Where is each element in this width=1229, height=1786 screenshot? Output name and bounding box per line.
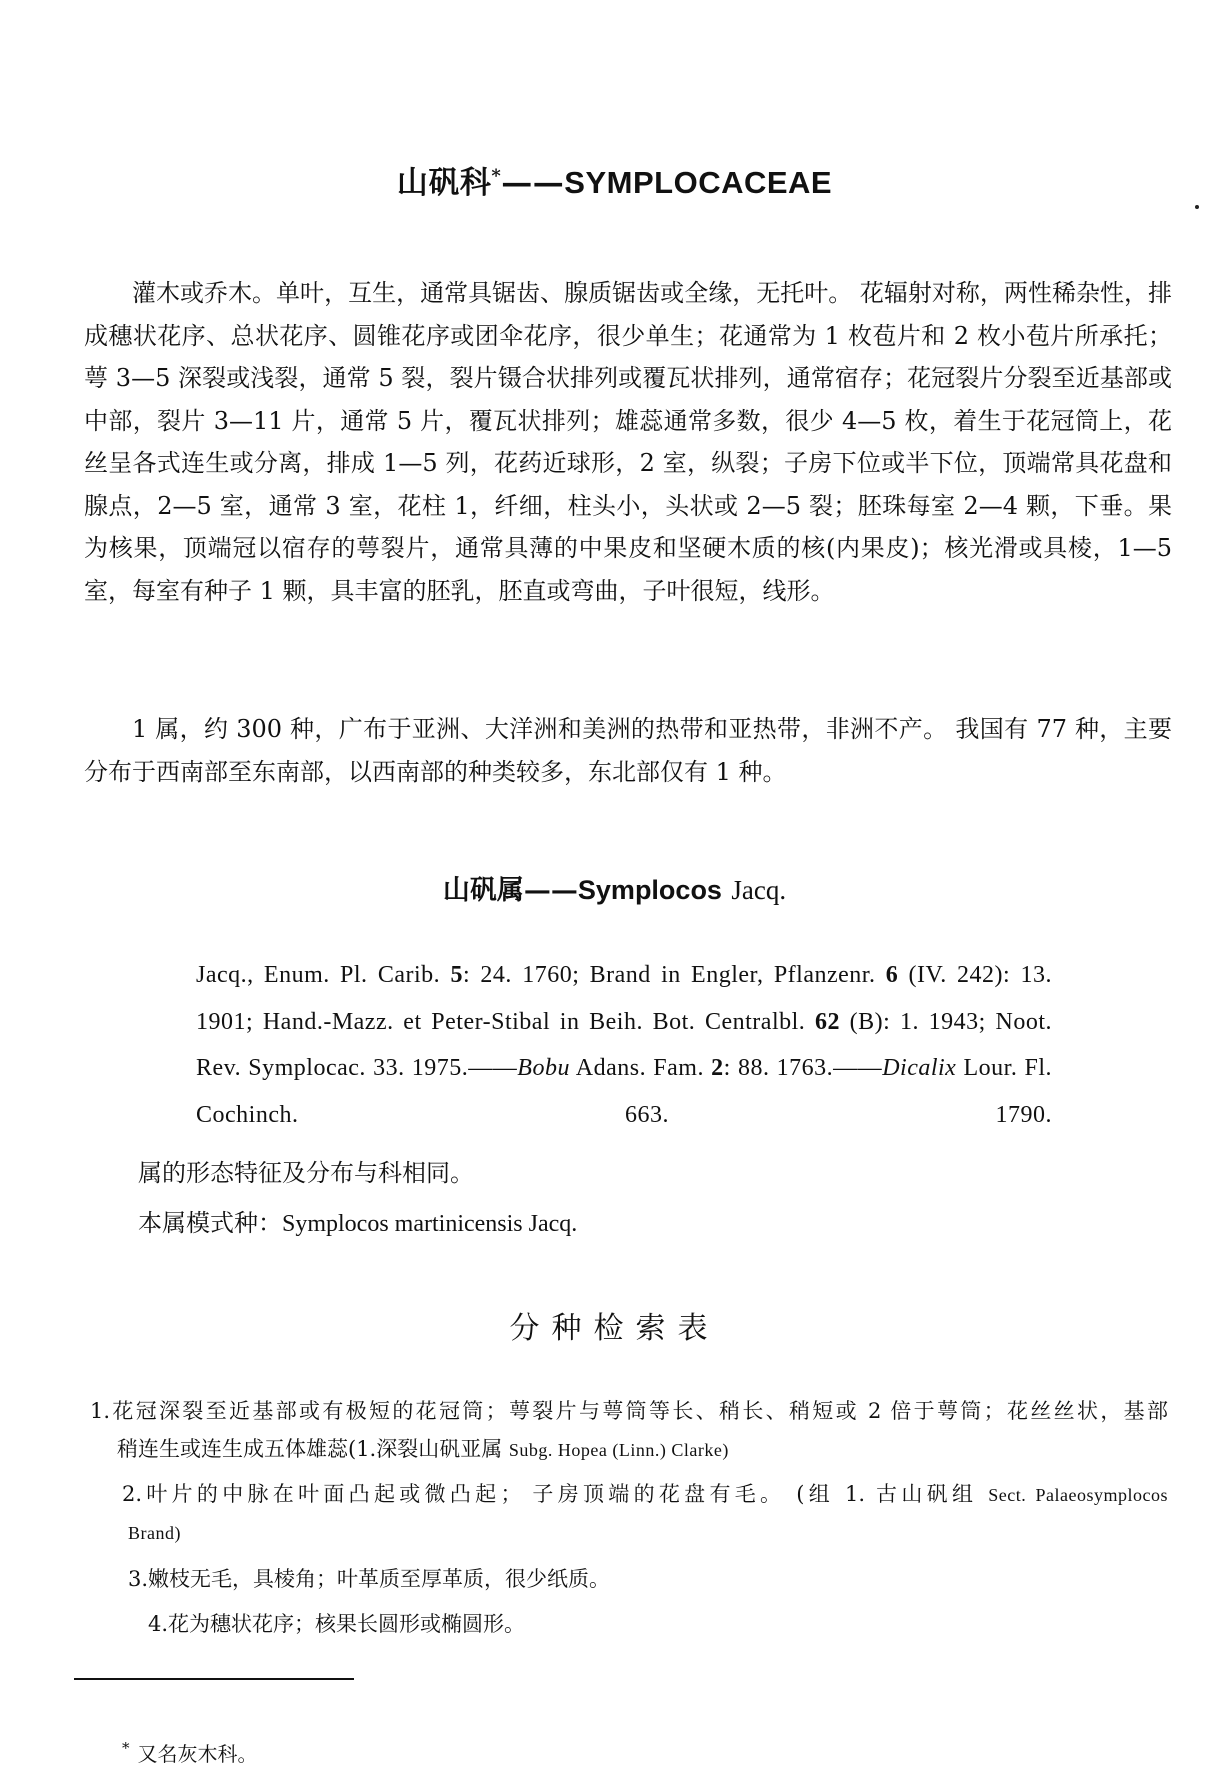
- genus-title: [0, 868, 1229, 907]
- footnote-text: 又名灰木科。: [137, 1742, 258, 1766]
- key-entry-1: [90, 1392, 1168, 1430]
- genus-description: 属的形态特征及分布与科相同。: [138, 1159, 474, 1187]
- key-title: 分种检索表: [509, 1311, 720, 1346]
- citation-text: Jacq., Enum. Pl. Carib.: [196, 962, 451, 988]
- genus-separator: ——: [523, 875, 578, 906]
- key-entry-2: [122, 1475, 1168, 1514]
- family-distribution-paragraph: 1 属，约 300 种，广布于亚洲、大洋洲和美洲的热带和亚热带，非洲不产。 我国有 77 种，主要分布于西南部至东南部，以西南部的种类较多，东北部仅有 1 种。: [84, 715, 1172, 786]
- genus-chinese-name: 山矾属: [442, 875, 524, 906]
- family-title: [0, 157, 1229, 202]
- key-entry-2-continued: [128, 1513, 181, 1552]
- stray-dot: [1195, 205, 1199, 209]
- key-text: 嫩枝无毛，具棱角；叶革质至厚革质，很少纸质。: [148, 1567, 611, 1591]
- family-chinese-name: 山矾科: [396, 165, 492, 201]
- citation-volume: 2: [711, 1055, 724, 1081]
- type-species-label: 本属模式种：: [138, 1209, 282, 1237]
- key-text: 稍连生或连生成五体雄蕊(1.深裂山矾亚属: [117, 1437, 503, 1461]
- key-entry-3: [128, 1560, 610, 1598]
- genus-author: Jacq.: [731, 875, 787, 905]
- footnote-star: *: [122, 1739, 130, 1758]
- key-entry-1-continued: [117, 1430, 729, 1469]
- genus-latin-name: Symplocos: [577, 875, 722, 905]
- footnote-divider: [74, 1678, 354, 1680]
- type-species-name: Symplocos martinicensis Jacq.: [282, 1211, 578, 1237]
- title-separator: ——: [501, 165, 565, 201]
- key-number: 2.: [122, 1482, 143, 1506]
- citation-text: : 88. 1763.——: [723, 1055, 883, 1081]
- key-number: 1.: [90, 1399, 111, 1423]
- citation-volume: 6: [885, 962, 899, 988]
- citation-synonym: Dicalix: [882, 1055, 957, 1081]
- key-text: 花冠深裂至近基部或有极短的花冠筒；萼裂片与萼筒等长、稍长、稍短或 2 倍于萼筒；花丝丝状，基部: [110, 1399, 1168, 1423]
- key-number: 4.: [148, 1612, 169, 1636]
- key-number: 3.: [128, 1567, 149, 1591]
- family-description-paragraph: 灌木或乔木。单叶，互生，通常具锯齿、腺质锯齿或全缘，无托叶。 花辐射对称，两性稀杂性，排成穗状花序、总状花序、圆锥花序或团伞花序，很少单生；花通常为 1 枚苞片和 2 枚小苞片所承托；萼 3—5 深裂或浅裂，通常 5 裂，裂片镊合状排列或覆瓦状排列，通常宿存；花冠裂片分裂至近基部或中部，裂片 3—11 片，通常 5 片，覆瓦状排列；雄蕊通常多数，很少 4—5 枚，着生于花冠筒上，花丝呈各式连生或分离，排成 1—5 列，花药近球形，2 室，纵裂；子房下位或半下位，顶端常具花盘和腺点，2—5 室，通常 3 室，花柱 1，纤细，柱头小，头状或 2—5 裂；胚珠每室 2—4 颗，下垂。果为核果，顶端冠以宿存的萼裂片，通常具薄的中果皮和坚硬木质的核(内果皮)；核光滑或具棱，1—5 室，每室有种子 1 颗，具丰富的胚乳，胚直或弯曲，子叶很短，线形。: [84, 279, 1172, 605]
- footnote-marker: *: [491, 165, 502, 187]
- family-latin-name: SYMPLOCACEAE: [564, 165, 833, 200]
- citation-text: (B): 1. 1943; Noot. Rev. Symplocac. 33. 1975.——: [196, 1008, 1052, 1081]
- citation-text: Adans. Fam.: [569, 1055, 712, 1081]
- type-species: [138, 1203, 577, 1238]
- citation-synonym: Bobu: [517, 1055, 570, 1081]
- key-latin: Sect. Palaeosymplocos: [988, 1485, 1168, 1505]
- citation-volume: 62: [814, 1008, 840, 1035]
- key-latin: Brand): [128, 1523, 181, 1543]
- key-latin: Subg. Hopea (Linn.) Clarke): [508, 1440, 729, 1460]
- citation-text: : 24. 1760; Brand in Engler, Pflanzenr.: [462, 962, 886, 988]
- genus-citation: [196, 952, 1052, 1138]
- citation-text: (IV. 242): 13. 1901; Hand.-Mazz. et Peter-Stibal in Beih. Bot. Centralbl.: [196, 962, 1052, 1035]
- key-entry-4: [148, 1605, 525, 1643]
- citation-text: Lour. Fl. Cochinch. 663. 1790.: [196, 1055, 1053, 1128]
- key-text: 叶片的中脉在叶面凸起或微凸起； 子房顶端的花盘有毛。 (组 1. 古山矾组: [142, 1482, 978, 1506]
- footnote: [122, 1738, 258, 1767]
- citation-volume: 5: [450, 962, 463, 988]
- key-text: 花为穗状花序；核果长圆形或椭圆形。: [168, 1612, 526, 1636]
